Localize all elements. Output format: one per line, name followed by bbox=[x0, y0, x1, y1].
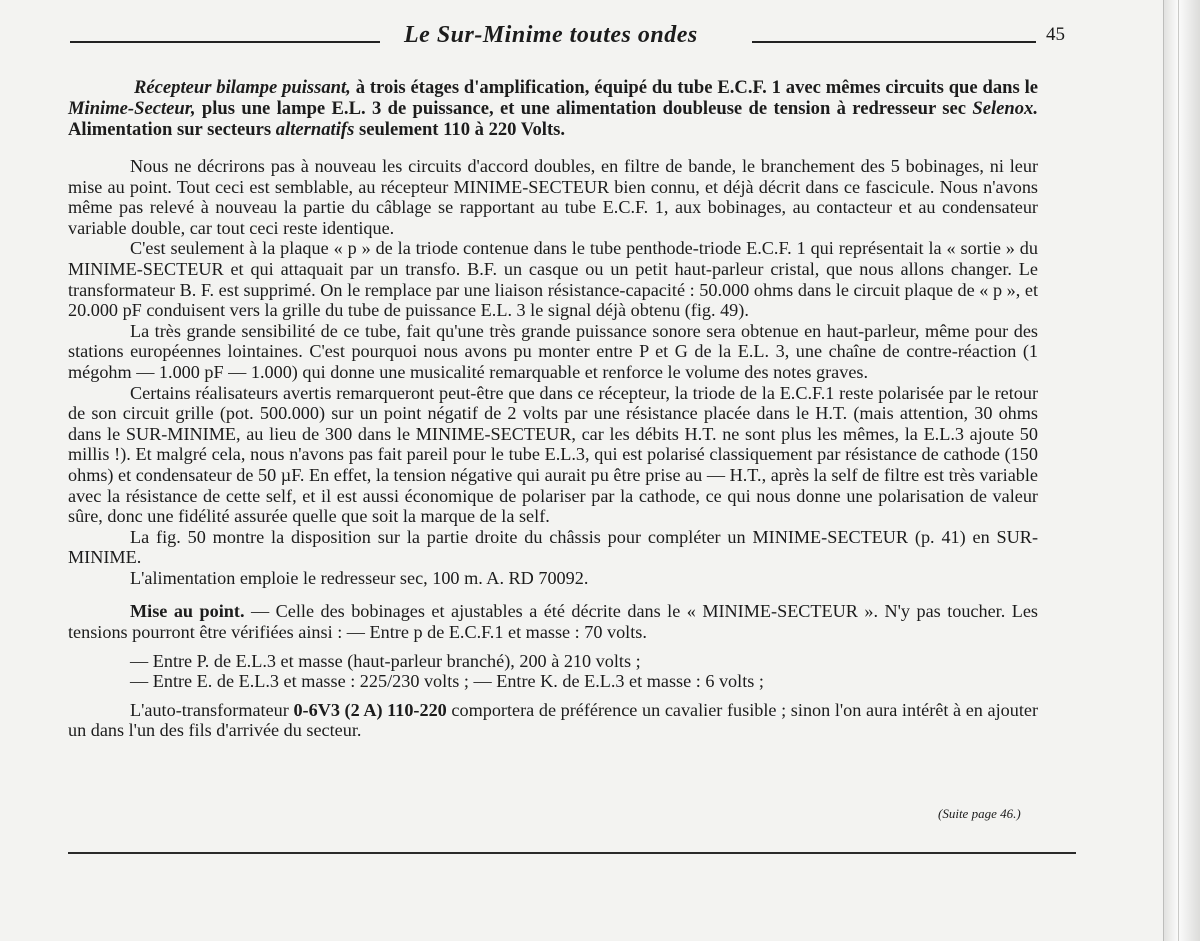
autotransfo-text-1: L'auto-transformateur bbox=[130, 699, 294, 720]
intro-lead: Récepteur bilampe puissant, bbox=[134, 77, 351, 98]
autotransfo-spec: 0-6V3 (2 A) 110-220 bbox=[293, 699, 447, 720]
intro-text-2: plus une lampe E.L. 3 de puissance, et une alimentation doubleuse de tension à redresseur sec bbox=[195, 98, 973, 119]
intro-alternatifs: alternatifs bbox=[275, 119, 355, 140]
paragraph-plaque: C'est seulement à la plaque « p » de la triode contenue dans le tube penthode-triode E.C.F. 1 qui représentait la « sortie » du MINIME-SECTEUR et qui attaquait par un transfo. B.F. un casque ou un petit haut-parleur cristal, que nous allons changer. Le transformateur B. F. est supprimé. On le remplace par une liaison résistance-capacité : 50.000 ohms dans le circuit plaque de « p », et 20.000 pF conduisent vers la grille du tube de puissance E.L. 3 le signal déjà obtenu (fig. 49). bbox=[68, 238, 1038, 321]
mise-au-point-label: Mise au point. bbox=[130, 601, 245, 622]
intro-text-1: à trois étages d'amplification, équipé du tube E.C.F. 1 avec mêmes circuits que dans le bbox=[350, 77, 1038, 98]
paragraph-polarisation: Certains réalisateurs avertis remarqueront peut-être que dans ce récepteur, la triode de la E.C.F.1 reste polarisée par le retour de son circuit grille (pot. 500.000) sur un point négatif de 2 volts par une résistance placée dans le H.T. (mais attention, 30 ohms dans le SUR-MINIME, au lieu de 300 dans le MINIME-SECTEUR, car les débits H.T. ne sont plus les mêmes, la E.L.3 ajoute 50 millis !). Et malgré cela, nous n'avons pas fait pareil pour le tube E.L.3, qui est polarisé classiquement par résistance de cathode (150 ohms) et condensateur de 50 µF. En effet, la tension négative qui aurait pu être prise au — H.T., après la self de filtre est très variable avec la résistance de cette self, et il est aussi économique de polariser par la cathode, ce qui nous donne une polarisation de valeur sûre, donc une fidélité assurée quelle que soit la marque de la self. bbox=[68, 382, 1038, 527]
paragraph-alimentation: L'alimentation emploie le redresseur sec, 100 m. A. RD 70092. bbox=[130, 567, 589, 588]
intro-text-3: Alimentation sur secteurs bbox=[68, 119, 276, 140]
page-edge bbox=[1163, 0, 1200, 941]
intro-selenox: Selenox. bbox=[972, 98, 1038, 119]
mise-au-point-text: — Celle des bobinages et ajustables a été décrite dans le « MINIME-SECTEUR ». N'y pas toucher. Les tensions pourront être vérifiées ainsi : — Entre p de E.C.F.1 et masse : 70 volts. bbox=[68, 601, 1038, 643]
continuation-note: (Suite page 46.) bbox=[938, 806, 1021, 821]
header-rule-left bbox=[70, 41, 380, 43]
body-text bbox=[68, 156, 1038, 741]
paragraph-fig-50: La fig. 50 montre la disposition sur la partie droite du châssis pour compléter un MINIME-SECTEUR (p. 41) en SUR-MINIME. bbox=[68, 526, 1038, 568]
header-rule-right bbox=[752, 41, 1036, 43]
intro-text-4: seulement 110 à 220 Volts. bbox=[354, 119, 566, 140]
running-header bbox=[70, 22, 1065, 56]
voltage-item-1: — Entre P. de E.L.3 et masse (haut-parleur branché), 200 à 210 volts ; bbox=[130, 650, 641, 671]
paragraph-mise-au-point bbox=[68, 601, 1038, 642]
intro-minime-secteur: Minime-Secteur, bbox=[68, 98, 196, 119]
autotransfo-text-2: comportera de préférence un cavalier fusible ; sinon l'on aura intérêt à en ajouter un dans l'un des fils d'arrivée du secteur. bbox=[68, 699, 1039, 741]
intro-paragraph bbox=[68, 77, 1038, 140]
running-title: Le Sur-Minime toutes ondes bbox=[404, 22, 698, 48]
paragraph-autotransfo bbox=[68, 700, 1038, 741]
voltage-item-2: — Entre E. de E.L.3 et masse : 225/230 volts ; — Entre K. de E.L.3 et masse : 6 volts ; bbox=[130, 671, 764, 692]
paragraph-circuits: Nous ne décrirons pas à nouveau les circuits d'accord doubles, en filtre de bande, le branchement des 5 bobinages, ni leur mise au point. Tout ceci est semblable, au récepteur MINIME-SECTEUR bien connu, et déjà décrit dans ce fascicule. Nous n'avons même pas relevé à nouveau la partie du câblage se rapportant au tube E.C.F. 1, aux bobinages, au contacteur et au condensateur variable double, car tout ceci reste identique. bbox=[68, 156, 1038, 238]
bottom-rule bbox=[68, 852, 1076, 854]
paragraph-sensibilite: La très grande sensibilité de ce tube, fait qu'une très grande puissance sonore sera obtenue en haut-parleur, même pour des stations européennes lointaines. C'est pourquoi nous avons pu monter entre P et G de la E.L. 3, une chaîne de contre-réaction (1 mégohm — 1.000 pF — 1.000) qui donne une musicalité remarquable et renforce le volume des notes graves. bbox=[68, 320, 1038, 382]
page-number: 45 bbox=[1046, 24, 1065, 45]
